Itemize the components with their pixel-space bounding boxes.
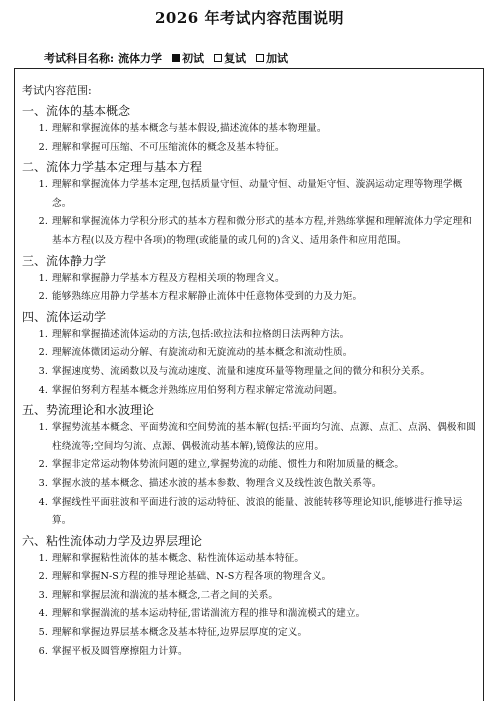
option-label: 加试: [266, 52, 289, 65]
item-number: 2.: [38, 347, 48, 359]
content-area: [22, 82, 480, 661]
sections-list: [22, 102, 480, 661]
item-number: 4.: [38, 608, 48, 620]
option-first-exam[interactable]: [172, 50, 204, 66]
item-number: 2.: [38, 459, 48, 471]
subject-label: 考试科目名称:: [44, 52, 115, 65]
item-number: 1.: [38, 179, 48, 191]
item-number: 3.: [38, 477, 48, 489]
list-item: [22, 344, 480, 363]
list-item: [22, 382, 480, 401]
item-number: 2.: [38, 141, 48, 153]
item-text: 理解和掌握静力学基本方程及方程相关项的物理含义。: [52, 272, 285, 284]
list-item: [22, 139, 480, 158]
section-title: 四、流体运动学: [22, 309, 107, 324]
list-item: [22, 550, 480, 569]
option-label: 初试: [182, 52, 205, 65]
section-title: 六、粘性流体动力学及边界层理论: [22, 533, 203, 548]
list-item: [22, 587, 480, 606]
checked-box-icon: [172, 54, 180, 62]
item-text: 掌握伯努利方程基本概念并熟练应用伯努利方程求解定常流动问题。: [52, 384, 343, 396]
intro-heading: 考试内容范围:: [22, 84, 92, 97]
item-number: 1.: [38, 422, 48, 434]
item-text: 掌握非定常运动物体势流问题的建立,掌握势流的动能、惯性力和附加质量的概念。: [52, 459, 405, 471]
item-text: 掌握线性平面驻波和平面进行波的运动特征、波浪的能量、波能转移等理论知识,能够进行推导运算。: [52, 496, 463, 527]
section-title: 二、流体力学基本定理与基本方程: [22, 160, 203, 175]
item-text: 掌握平板及圆管摩擦阻力计算。: [52, 645, 188, 657]
section-title: 五、势流理论和水波理论: [22, 403, 155, 418]
item-number: 1.: [38, 272, 48, 284]
item-text: 能够熟练应用静力学基本方程求解静止流体中任意物体受到的力及力矩。: [52, 291, 363, 303]
list-item: [22, 326, 480, 345]
subject-value: 流体力学: [118, 52, 163, 65]
list-item: [22, 475, 480, 494]
item-text: 理解和掌握描述流体运动的方法,包括:欧拉法和拉格朗日法两种方法。: [52, 328, 350, 340]
item-number: 2.: [38, 216, 48, 228]
list-item: [22, 643, 480, 662]
item-number: 3.: [38, 589, 48, 601]
item-text: 理解和掌握流体力学积分形式的基本方程和微分形式的基本方程,并熟练掌握和理解流体力学定理和基本方程(以及方程中各项)的物理(或能量的或几何的)含义、适用条件和应用范围。: [52, 216, 472, 246]
item-number: 4.: [38, 496, 48, 508]
list-item: [22, 605, 480, 624]
option-second-exam[interactable]: [214, 50, 246, 66]
item-number: 5.: [38, 627, 48, 639]
list-item: [22, 568, 480, 587]
item-text: 理解和掌握N-S方程的推导理论基础、N-S方程各项的物理含义。: [52, 571, 332, 583]
item-text: 理解和掌握湍流的基本运动特征,雷诺湍流方程的推导和湍流模式的建立。: [52, 608, 366, 620]
item-number: 1.: [38, 552, 48, 564]
option-extra-exam[interactable]: [256, 50, 288, 66]
item-text: 理解和掌握流体力学基本定理,包括质量守恒、动量守恒、动量矩守恒、漩涡运动定理等物理学概念。: [52, 179, 463, 209]
list-item: [22, 213, 480, 250]
item-number: 2.: [38, 291, 48, 303]
item-number: 1.: [38, 123, 48, 134]
item-number: 1.: [38, 328, 48, 340]
item-text: 理解和掌握层流和湍流的基本概念,二者之间的关系。: [52, 589, 279, 601]
item-text: 理解流体微团运动分解、有旋流动和无旋流动的基本概念和流动性质。: [52, 347, 353, 359]
item-text: 理解和掌握可压缩、不可压缩流体的概念及基本特征。: [52, 141, 285, 153]
item-text: 理解和掌握粘性流体的基本概念、粘性流体运动基本特征。: [52, 552, 305, 564]
item-number: 3.: [38, 365, 48, 377]
list-item: [22, 176, 480, 213]
page-title: 2026 年考试内容范围说明: [155, 9, 344, 27]
section-title: 一、流体的基本概念: [22, 104, 131, 118]
item-number: 6.: [38, 645, 48, 657]
item-text: 理解和掌握边界层基本概念及基本特征,边界层厚度的定义。: [52, 627, 308, 639]
item-text: 理解和掌握流体的基本概念与基本假设,描述流体的基本物理量。: [52, 123, 327, 134]
unchecked-box-icon: [214, 54, 222, 62]
list-item: [22, 456, 480, 475]
item-number: 2.: [38, 571, 48, 583]
item-number: 4.: [38, 384, 48, 396]
list-item: [22, 288, 480, 307]
unchecked-box-icon: [256, 54, 264, 62]
item-text: 掌握速度势、流函数以及与流动速度、流量和速度环量等物理量之间的微分和积分关系。: [52, 365, 431, 377]
list-item: [22, 494, 480, 531]
list-item: [22, 120, 480, 139]
option-label: 复试: [224, 52, 247, 65]
list-item: [22, 363, 480, 382]
item-text: 掌握势流基本概念、平面势流和空间势流的基本解(包括:平面均匀流、点源、点汇、点涡、偶极和圆柱绕流等;空间均匀流、点源、偶极流动基本解),镜像法的应用。: [52, 422, 477, 452]
item-text: 掌握水波的基本概念、描述水波的基本参数、物理含义及线性波色散关系等。: [52, 477, 382, 489]
list-item: [22, 624, 480, 643]
list-item: [22, 270, 480, 289]
subject-line: [44, 50, 298, 66]
list-item: [22, 419, 480, 456]
section-title: 三、流体静力学: [22, 253, 107, 268]
